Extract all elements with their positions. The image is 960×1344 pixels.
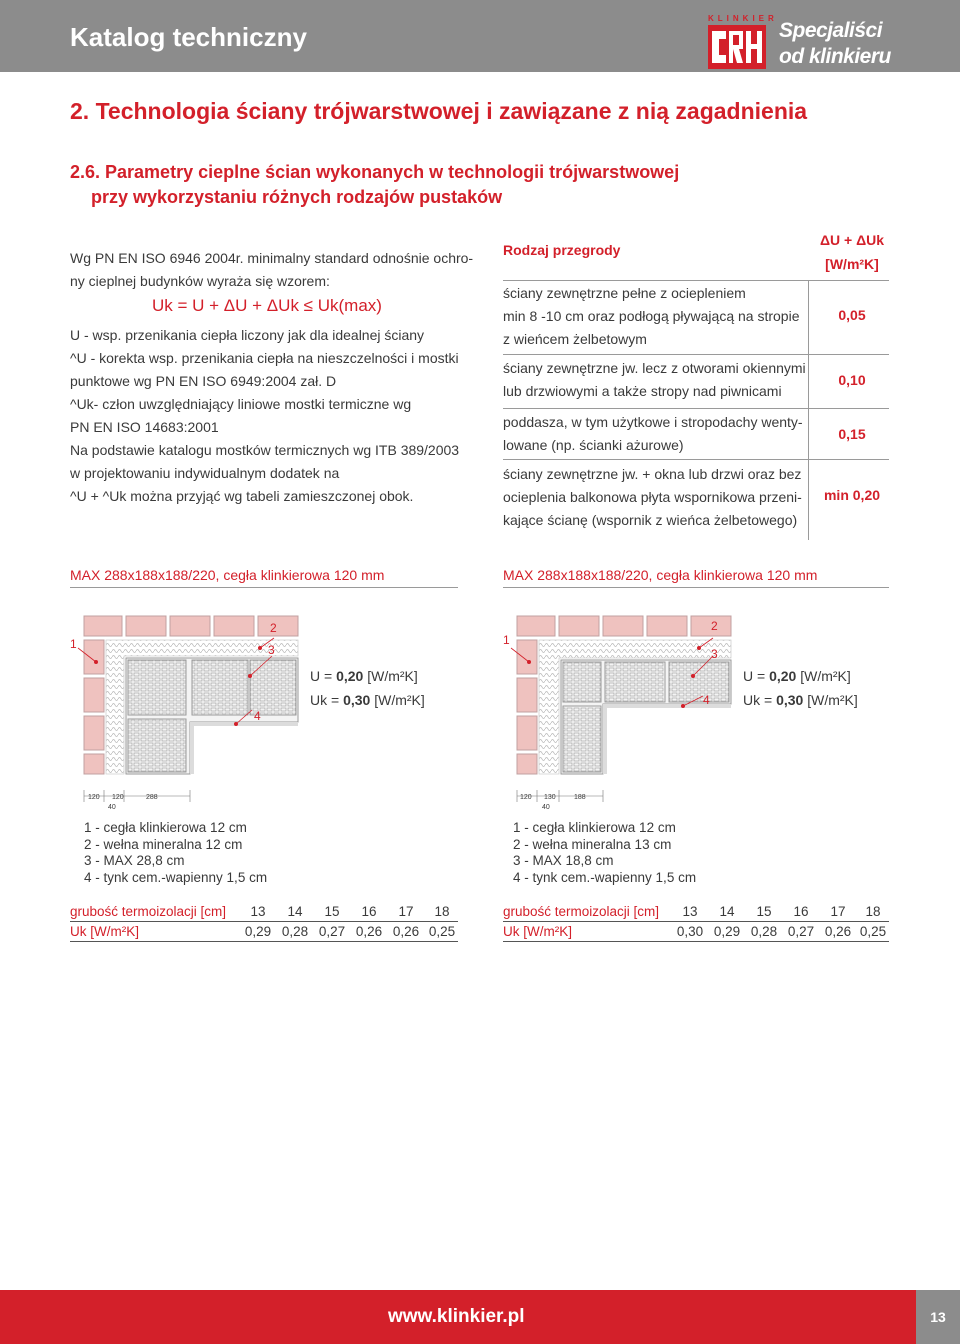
uk-value: 0,30 [343, 692, 371, 708]
dim-label: 40 [542, 804, 550, 811]
uk-table-1 [70, 904, 458, 944]
marker-2: 2 [711, 619, 718, 633]
partition-table-unit-header [815, 228, 889, 276]
page-footer [0, 1290, 960, 1344]
tagline [779, 18, 891, 70]
row-line: z wieńcem żelbetowym [503, 331, 647, 347]
row-line: ściany zewnętrzne jw. + okna lub drzwi oraz bez [503, 466, 802, 482]
uk-cell: 0,29 [713, 924, 741, 939]
thickness-cell: 15 [756, 904, 772, 919]
subsection-title [70, 160, 679, 210]
panel-2-legend [513, 820, 696, 886]
legend-item: 4 - tynk cem.-wapienny 1,5 cm [513, 869, 697, 885]
marker-3: 3 [711, 647, 718, 661]
definition-line: w projektowaniu indywidualnym dodatek na [70, 465, 340, 481]
u-value-block-1 [310, 664, 425, 712]
uk-row [310, 688, 425, 712]
row-description [503, 411, 808, 457]
thickness-cell: 18 [865, 904, 881, 919]
dim-label: 130 [544, 794, 556, 801]
thickness-cell: 16 [793, 904, 809, 919]
panel-1-caption: MAX 288x188x188/220, cegła klinkierowa 120 mm [70, 567, 385, 583]
uk-cell: 0,28 [281, 924, 309, 939]
u-label: U = [743, 668, 770, 684]
u-value: 0,20 [336, 668, 364, 684]
u-value-block-2 [743, 664, 858, 712]
thickness-cell: 18 [434, 904, 450, 919]
uk-value: 0,30 [776, 692, 804, 708]
dim-label: 120 [112, 794, 124, 801]
definition-line: punktowe wg PN EN ISO 6949:2004 zał. D [70, 373, 337, 389]
row-value: 0,05 [838, 307, 866, 323]
legend-item: 2 - wełna mineralna 12 cm [84, 836, 243, 852]
row-rule [503, 941, 889, 942]
u-row [743, 664, 858, 688]
dim-label: 120 [520, 794, 532, 801]
row-description [503, 282, 808, 351]
row-value: min 0,20 [823, 487, 881, 503]
subsection-title-line-2: przy wykorzystaniu różnych rodzajów pustaków [91, 187, 503, 207]
panel-2-caption: MAX 288x188x188/220, cegła klinkierowa 120 mm [503, 567, 818, 583]
uk-label: Uk = [310, 692, 344, 708]
definition-line: Na podstawie katalogu mostków termicznych wg ITB 389/2003 [70, 442, 460, 458]
row-line: kające ścianę (wspornik z wieńca żelbetowego) [503, 512, 798, 528]
row-rule [70, 921, 458, 922]
thickness-cell: 13 [250, 904, 266, 919]
definition-line: ^Uk- człon uwzględniający liniowe mostki termiczne wg [70, 396, 412, 412]
wall-corner-drawing-2 [503, 612, 735, 812]
uk-table-2 [503, 904, 889, 944]
row-description [503, 357, 808, 403]
row-rule [70, 941, 458, 942]
caption-underline [70, 587, 458, 588]
legend-item: 3 - MAX 18,8 cm [513, 853, 614, 868]
marker-1: 1 [503, 633, 510, 647]
unit-header-line-2: [W/m²K] [825, 256, 879, 272]
thickness-cell: 17 [830, 904, 846, 919]
marker-3: 3 [268, 643, 275, 657]
u-unit: [W/m²K] [367, 668, 418, 684]
formula: Uk = U + ΔU + ΔUk ≤ Uk(max) [152, 296, 382, 315]
definitions [70, 324, 459, 508]
definition-line: ^U - korekta wsp. przenikania ciepła na nieszczelności i mostki [70, 350, 459, 366]
uk-cell: 0,26 [355, 924, 383, 939]
row-line: ściany zewnętrzne jw. lecz z otworami okiennymi [503, 360, 806, 376]
row-line: min 8 -10 cm oraz podłogą pływającą na stropie [503, 308, 800, 324]
uk-cell: 0,26 [392, 924, 420, 939]
row-line: poddasza, w tym użytkowe i stropodachy wenty- [503, 414, 803, 430]
uk-cell: 0,27 [318, 924, 346, 939]
thickness-cell: 16 [361, 904, 377, 919]
dim-label: 288 [146, 794, 158, 801]
crh-logo-mark [708, 25, 766, 69]
partition-table-header: Rodzaj przegrody [503, 242, 621, 258]
uk-unit: [W/m²K] [374, 692, 425, 708]
legend-item: 4 - tynk cem.-wapienny 1,5 cm [84, 869, 268, 885]
website-link[interactable]: www.klinkier.pl [388, 1306, 525, 1327]
definition-line: ^U + ^Uk można przyjąć wg tabeli zamieszczonej obok. [70, 488, 414, 504]
uk-cell: 0,26 [824, 924, 852, 939]
uk-cell: 0,25 [428, 924, 456, 939]
uk-row [743, 688, 858, 712]
dim-label: 188 [574, 794, 586, 801]
thickness-cell: 15 [324, 904, 340, 919]
catalog-title: Katalog techniczny [70, 22, 307, 52]
uk-label: Uk = [743, 692, 777, 708]
legend-item: 2 - wełna mineralna 13 cm [513, 836, 672, 852]
intro-text [70, 247, 473, 293]
uk-unit: [W/m²K] [807, 692, 858, 708]
row-line: ściany zewnętrzne pełne z ociepleniem [503, 285, 746, 301]
row-value: 0,10 [838, 372, 866, 388]
marker-4: 4 [703, 693, 710, 707]
dim-label: 120 [88, 794, 100, 801]
logo-klinkier-text: KLINKIER [708, 14, 778, 23]
table-divider [503, 408, 889, 409]
uk-cell: 0,28 [750, 924, 778, 939]
thickness-label: grubość termoizolacji [cm] [70, 904, 227, 919]
legend-item: 1 - cegła klinkierowa 12 cm [513, 820, 676, 835]
row-value: 0,15 [838, 426, 866, 442]
row-line: lowane (np. ścianki ażurowe) [503, 437, 684, 453]
row-line: lub drzwiowymi a także stropy nad piwnicami [503, 383, 782, 399]
table-divider [503, 459, 889, 460]
definition-line: U - wsp. przenikania ciepła liczony jak dla idealnej ściany [70, 327, 425, 343]
table-column-divider [808, 280, 809, 540]
row-description [503, 463, 808, 532]
row-rule [503, 921, 889, 922]
uk-label: Uk [W/m²K] [503, 924, 572, 939]
thickness-label: grubość termoizolacji [cm] [503, 904, 660, 919]
u-unit: [W/m²K] [800, 668, 851, 684]
uk-cell: 0,27 [787, 924, 815, 939]
marker-1: 1 [70, 637, 77, 651]
u-value: 0,20 [769, 668, 797, 684]
section-title: 2. Technologia ściany trójwarstwowej i zawiązane z nią zagadnienia [70, 98, 808, 124]
uk-cell: 0,29 [244, 924, 272, 939]
u-row [310, 664, 425, 688]
page-header [0, 0, 960, 72]
uk-label: Uk [W/m²K] [70, 924, 139, 939]
thickness-cell: 17 [398, 904, 414, 919]
dim-label: 40 [108, 804, 116, 811]
marker-4: 4 [254, 709, 261, 723]
intro-line: Wg PN EN ISO 6946 2004r. minimalny standard odnośnie ochro- [70, 250, 474, 266]
thickness-cell: 13 [682, 904, 698, 919]
thickness-cell: 14 [287, 904, 303, 919]
legend-item: 1 - cegła klinkierowa 12 cm [84, 820, 247, 835]
uk-cell: 0,25 [859, 924, 887, 939]
uk-cell: 0,30 [676, 924, 704, 939]
u-label: U = [310, 668, 337, 684]
crh-logo [708, 14, 778, 70]
legend-item: 3 - MAX 28,8 cm [84, 853, 185, 868]
row-line: ocieplenia balkonowa płyta wspornikowa przeni- [503, 489, 802, 505]
marker-2: 2 [270, 621, 277, 635]
table-divider [503, 354, 889, 355]
unit-header-line-1: ΔU + ΔUk [819, 232, 885, 248]
tagline-line-1: Specjaliści [779, 19, 883, 42]
tagline-line-2: od klinkieru [779, 45, 891, 68]
table-divider [503, 280, 889, 281]
definition-line: PN EN ISO 14683:2001 [70, 419, 219, 435]
page-number: 13 [916, 1290, 960, 1344]
panel-1-legend [84, 820, 267, 886]
caption-underline [503, 587, 889, 588]
thickness-cell: 14 [719, 904, 735, 919]
intro-line: ny cieplnej budynków wyraża się wzorem: [70, 273, 330, 289]
subsection-title-line-1: 2.6. Parametry cieplne ścian wykonanych w technologii trójwarstwowej [70, 162, 680, 182]
